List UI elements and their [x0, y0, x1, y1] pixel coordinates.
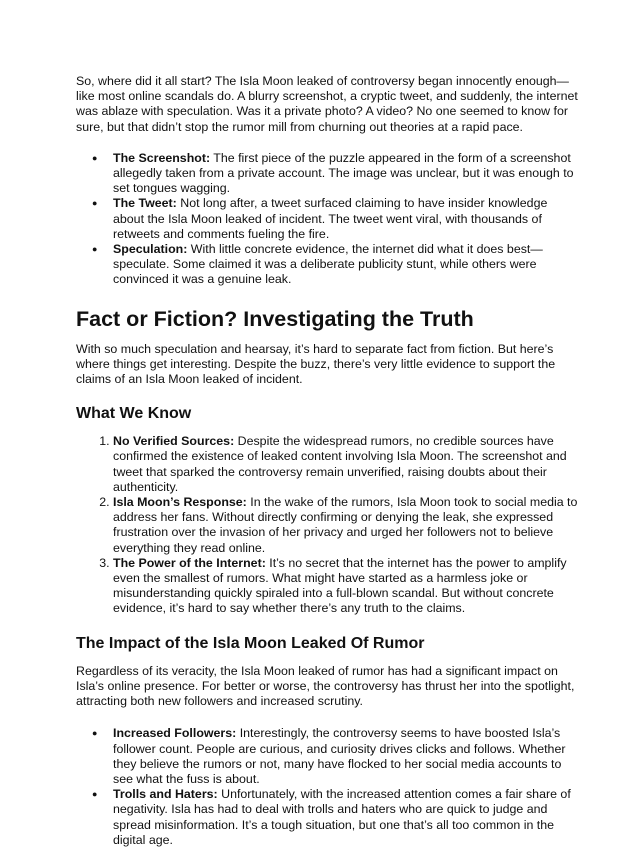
list-item	[113, 242, 578, 288]
list-item-text: It’s no secret that the internet has the power to amplify even the smallest of rumors. What might have started as a harmless joke or misunderstanding quickly spiraled into a full-blown scandal. But without concrete evidence, it’s hard to say whether there’s any truth to the claims.	[113, 555, 567, 616]
what-we-know-list	[76, 434, 578, 616]
list-item-label: Speculation:	[113, 242, 188, 257]
list-item-text: Not long after, a tweet surfaced claiming to have insider knowledge about the Isla Moon leaked of incident. The tweet went viral, with thousands of retweets and comments fueling the fire.	[113, 196, 548, 241]
list-item-label: The Power of the Internet:	[113, 555, 266, 570]
list-item-label: No Verified Sources:	[113, 434, 235, 449]
list-item	[113, 196, 578, 242]
list-item	[113, 556, 578, 617]
list-item-text: The first piece of the puzzle appeared in the form of a screenshot allegedly taken from a private account. The image was unclear, but it was enough to set tongues wagging.	[113, 150, 574, 196]
list-item	[113, 787, 578, 848]
section-heading-what-we-know: What We Know	[76, 405, 192, 423]
list-item-text: Unfortunately, with the increased attention comes a fair share of negativity. Isla has had to deal with trolls and haters who are quick to judge and spread misinformation. It’s a tough situation, but one that’s all too common in the digital age.	[113, 787, 571, 847]
list-item	[113, 434, 578, 495]
intro-paragraph: So, where did it all start? The Isla Moon leaked of controversy began innocently enough—like most online scandals do. A blurry screenshot, a cryptic tweet, and suddenly, the internet was ablaze with speculation. Was it a private photo? A video? No one seemed to know for sure, but that didn’t stop the rumor mill from churning out theories at a rapid pace.	[76, 74, 578, 134]
list-item	[113, 151, 578, 197]
list-item-text: Interestingly, the controversy seems to have boosted Isla’s follower count. People are curious, and curiosity drives clicks and follows. Whether they believe the rumors or not, many have flocked to her social media accounts to see what the fuss is about.	[113, 726, 566, 786]
list-item-text: With little concrete evidence, the internet did what it does best—speculate. Some claimed it was a deliberate publicity stunt, while others were convinced it was a genuine leak.	[113, 242, 543, 287]
list-item-label: The Tweet:	[113, 196, 177, 211]
impact-list	[76, 726, 578, 848]
list-item-label: Isla Moon’s Response:	[113, 495, 247, 510]
list-item-text: In the wake of the rumors, Isla Moon took to social media to address her fans. Without directly confirming or denying the leak, she expressed frustration over the invasion of her privacy and urged her followers not to believe everything they read online.	[113, 495, 578, 555]
section-paragraph: With so much speculation and hearsay, it’s hard to separate fact from fiction. But here’s where things get interesting. Despite the buzz, there’s very little evidence to support the claims of an Isla Moon leaked of incident.	[76, 341, 556, 387]
list-item-label: Increased Followers:	[113, 726, 237, 741]
list-item-text: Despite the widespread rumors, no credible sources have confirmed the existence of leaked content involving Isla Moon. The screenshot and tweet that sparked the controversy remain unverified, raising doubts about their authenticity.	[113, 434, 567, 494]
section-heading-impact: The Impact of the Isla Moon Leaked Of Rumor	[76, 634, 425, 652]
list-item	[113, 726, 578, 787]
section-heading-fact-or-fiction: Fact or Fiction? Investigating the Truth	[76, 306, 474, 331]
list-item-label: The Screenshot:	[113, 150, 211, 165]
section-paragraph: Regardless of its veracity, the Isla Moon leaked of rumor has had a significant impact on Isla’s online presence. For better or worse, the controversy has thrust her into the spotlight, attracting both new followers and increased scrutiny.	[76, 663, 575, 709]
list-item	[113, 495, 578, 556]
origins-list	[76, 151, 578, 288]
list-item-label: Trolls and Haters:	[113, 787, 218, 802]
